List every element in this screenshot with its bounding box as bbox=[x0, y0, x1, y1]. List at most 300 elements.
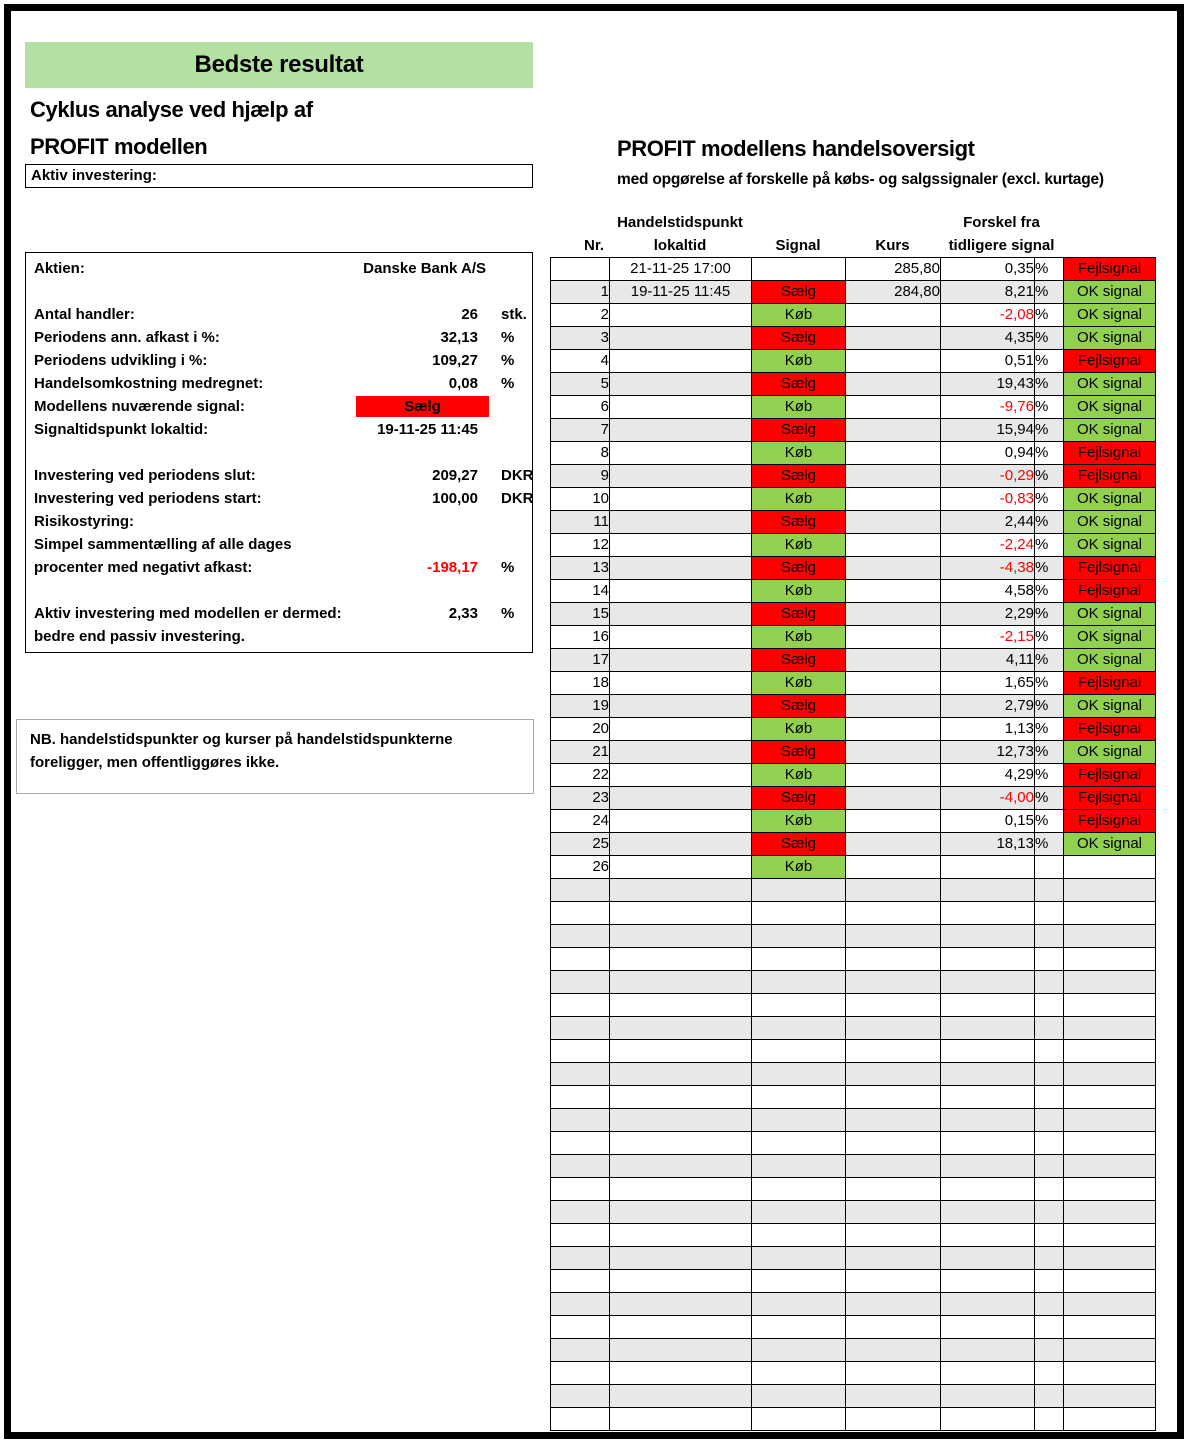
cell-percent[interactable]: % bbox=[1035, 810, 1064, 833]
cell-lokaltid[interactable] bbox=[610, 603, 752, 626]
cell-signal[interactable] bbox=[752, 1155, 846, 1178]
cell-forskel[interactable] bbox=[941, 1063, 1035, 1086]
cell-forskel[interactable] bbox=[941, 879, 1035, 902]
cell-nr[interactable]: 1 bbox=[551, 281, 610, 304]
cell-forskel[interactable]: 0,35 bbox=[941, 258, 1035, 281]
cell-status[interactable] bbox=[1064, 1155, 1156, 1178]
cell-signal[interactable] bbox=[752, 1040, 846, 1063]
cell-forskel[interactable]: 0,94 bbox=[941, 442, 1035, 465]
cell-nr[interactable]: 15 bbox=[551, 603, 610, 626]
cell-percent[interactable] bbox=[1035, 1063, 1064, 1086]
cell-signal[interactable]: Sælg bbox=[752, 649, 846, 672]
cell-forskel[interactable]: 2,29 bbox=[941, 603, 1035, 626]
cell-status[interactable]: OK signal bbox=[1064, 649, 1156, 672]
cell-kurs[interactable] bbox=[846, 856, 941, 879]
cell-status[interactable]: OK signal bbox=[1064, 488, 1156, 511]
cell-percent[interactable] bbox=[1035, 1339, 1064, 1362]
cell-percent[interactable]: % bbox=[1035, 419, 1064, 442]
cell-percent[interactable]: % bbox=[1035, 695, 1064, 718]
cell-kurs[interactable] bbox=[846, 833, 941, 856]
cell-status[interactable]: Fejlsignal bbox=[1064, 465, 1156, 488]
cell-nr[interactable] bbox=[551, 925, 610, 948]
cell-status[interactable]: OK signal bbox=[1064, 281, 1156, 304]
cell-percent[interactable] bbox=[1035, 1155, 1064, 1178]
cell-status[interactable] bbox=[1064, 1086, 1156, 1109]
cell-status[interactable] bbox=[1064, 1063, 1156, 1086]
cell-percent[interactable] bbox=[1035, 925, 1064, 948]
cell-kurs[interactable] bbox=[846, 948, 941, 971]
cell-status[interactable] bbox=[1064, 902, 1156, 925]
cell-lokaltid[interactable] bbox=[610, 649, 752, 672]
cell-nr[interactable] bbox=[551, 1109, 610, 1132]
cell-lokaltid[interactable] bbox=[610, 580, 752, 603]
cell-status[interactable]: OK signal bbox=[1064, 304, 1156, 327]
cell-signal[interactable]: Sælg bbox=[752, 557, 846, 580]
cell-nr[interactable] bbox=[551, 1086, 610, 1109]
cell-kurs[interactable] bbox=[846, 810, 941, 833]
cell-percent[interactable]: % bbox=[1035, 603, 1064, 626]
cell-forskel[interactable]: 2,44 bbox=[941, 511, 1035, 534]
cell-nr[interactable]: 9 bbox=[551, 465, 610, 488]
cell-signal[interactable]: Køb bbox=[752, 580, 846, 603]
cell-forskel[interactable] bbox=[941, 1178, 1035, 1201]
cell-kurs[interactable] bbox=[846, 373, 941, 396]
cell-forskel[interactable] bbox=[941, 1316, 1035, 1339]
cell-percent[interactable]: % bbox=[1035, 488, 1064, 511]
cell-signal[interactable]: Sælg bbox=[752, 741, 846, 764]
cell-kurs[interactable] bbox=[846, 971, 941, 994]
cell-nr[interactable] bbox=[551, 1270, 610, 1293]
cell-nr[interactable]: 4 bbox=[551, 350, 610, 373]
cell-percent[interactable]: % bbox=[1035, 649, 1064, 672]
cell-percent[interactable] bbox=[1035, 856, 1064, 879]
cell-lokaltid[interactable] bbox=[610, 465, 752, 488]
cell-signal[interactable] bbox=[752, 1063, 846, 1086]
cell-signal[interactable]: Køb bbox=[752, 626, 846, 649]
cell-lokaltid[interactable] bbox=[610, 373, 752, 396]
cell-forskel[interactable] bbox=[941, 1247, 1035, 1270]
cell-forskel[interactable]: -2,15 bbox=[941, 626, 1035, 649]
cell-signal[interactable] bbox=[752, 1408, 846, 1431]
cell-percent[interactable]: % bbox=[1035, 833, 1064, 856]
cell-percent[interactable] bbox=[1035, 971, 1064, 994]
cell-kurs[interactable] bbox=[846, 695, 941, 718]
cell-percent[interactable] bbox=[1035, 1178, 1064, 1201]
cell-lokaltid[interactable] bbox=[610, 879, 752, 902]
cell-status[interactable] bbox=[1064, 971, 1156, 994]
cell-nr[interactable]: 17 bbox=[551, 649, 610, 672]
cell-lokaltid[interactable] bbox=[610, 971, 752, 994]
cell-nr[interactable] bbox=[551, 1385, 610, 1408]
cell-forskel[interactable]: 15,94 bbox=[941, 419, 1035, 442]
cell-lokaltid[interactable] bbox=[610, 488, 752, 511]
cell-lokaltid[interactable] bbox=[610, 1086, 752, 1109]
cell-status[interactable] bbox=[1064, 994, 1156, 1017]
cell-lokaltid[interactable] bbox=[610, 994, 752, 1017]
cell-signal[interactable]: Sælg bbox=[752, 373, 846, 396]
cell-forskel[interactable] bbox=[941, 1040, 1035, 1063]
cell-lokaltid[interactable] bbox=[610, 741, 752, 764]
cell-signal[interactable] bbox=[752, 948, 846, 971]
cell-signal[interactable]: Køb bbox=[752, 442, 846, 465]
cell-nr[interactable]: 10 bbox=[551, 488, 610, 511]
cell-percent[interactable]: % bbox=[1035, 373, 1064, 396]
cell-signal[interactable] bbox=[752, 1339, 846, 1362]
cell-lokaltid[interactable] bbox=[610, 902, 752, 925]
cell-forskel[interactable] bbox=[941, 856, 1035, 879]
cell-signal[interactable]: Sælg bbox=[752, 465, 846, 488]
cell-kurs[interactable] bbox=[846, 1109, 941, 1132]
cell-lokaltid[interactable] bbox=[610, 626, 752, 649]
cell-status[interactable] bbox=[1064, 948, 1156, 971]
cell-percent[interactable] bbox=[1035, 1408, 1064, 1431]
cell-status[interactable]: Fejlsignal bbox=[1064, 764, 1156, 787]
cell-status[interactable]: OK signal bbox=[1064, 534, 1156, 557]
cell-forskel[interactable]: 4,11 bbox=[941, 649, 1035, 672]
cell-nr[interactable]: 3 bbox=[551, 327, 610, 350]
cell-status[interactable] bbox=[1064, 1385, 1156, 1408]
cell-signal[interactable]: Sælg bbox=[752, 787, 846, 810]
cell-nr[interactable]: 24 bbox=[551, 810, 610, 833]
cell-kurs[interactable] bbox=[846, 925, 941, 948]
cell-percent[interactable] bbox=[1035, 1109, 1064, 1132]
cell-signal[interactable]: Køb bbox=[752, 810, 846, 833]
cell-nr[interactable] bbox=[551, 1293, 610, 1316]
cell-kurs[interactable] bbox=[846, 603, 941, 626]
cell-kurs[interactable] bbox=[846, 787, 941, 810]
cell-signal[interactable] bbox=[752, 1132, 846, 1155]
cell-signal[interactable]: Køb bbox=[752, 488, 846, 511]
cell-status[interactable]: OK signal bbox=[1064, 419, 1156, 442]
cell-lokaltid[interactable] bbox=[610, 1339, 752, 1362]
cell-kurs[interactable] bbox=[846, 1224, 941, 1247]
cell-kurs[interactable] bbox=[846, 465, 941, 488]
cell-lokaltid[interactable] bbox=[610, 718, 752, 741]
cell-kurs[interactable] bbox=[846, 1201, 941, 1224]
cell-lokaltid[interactable] bbox=[610, 1247, 752, 1270]
cell-signal[interactable] bbox=[752, 925, 846, 948]
cell-lokaltid[interactable] bbox=[610, 442, 752, 465]
cell-kurs[interactable] bbox=[846, 511, 941, 534]
cell-forskel[interactable]: -4,38 bbox=[941, 557, 1035, 580]
cell-signal[interactable] bbox=[752, 1109, 846, 1132]
cell-percent[interactable]: % bbox=[1035, 304, 1064, 327]
cell-nr[interactable]: 12 bbox=[551, 534, 610, 557]
cell-forskel[interactable] bbox=[941, 1155, 1035, 1178]
cell-forskel[interactable]: -2,24 bbox=[941, 534, 1035, 557]
cell-lokaltid[interactable] bbox=[610, 1155, 752, 1178]
cell-nr[interactable]: 18 bbox=[551, 672, 610, 695]
cell-kurs[interactable] bbox=[846, 350, 941, 373]
cell-status[interactable] bbox=[1064, 1362, 1156, 1385]
cell-percent[interactable] bbox=[1035, 1293, 1064, 1316]
cell-forskel[interactable]: -0,29 bbox=[941, 465, 1035, 488]
cell-kurs[interactable] bbox=[846, 879, 941, 902]
cell-percent[interactable] bbox=[1035, 1270, 1064, 1293]
cell-nr[interactable] bbox=[551, 971, 610, 994]
cell-percent[interactable] bbox=[1035, 902, 1064, 925]
cell-lokaltid[interactable] bbox=[610, 695, 752, 718]
cell-nr[interactable]: 7 bbox=[551, 419, 610, 442]
cell-lokaltid[interactable] bbox=[610, 511, 752, 534]
cell-nr[interactable] bbox=[551, 258, 610, 281]
cell-status[interactable]: OK signal bbox=[1064, 511, 1156, 534]
cell-percent[interactable]: % bbox=[1035, 534, 1064, 557]
cell-kurs[interactable] bbox=[846, 396, 941, 419]
cell-kurs[interactable] bbox=[846, 1040, 941, 1063]
cell-forskel[interactable] bbox=[941, 971, 1035, 994]
cell-nr[interactable]: 19 bbox=[551, 695, 610, 718]
cell-status[interactable]: OK signal bbox=[1064, 626, 1156, 649]
cell-lokaltid[interactable] bbox=[610, 672, 752, 695]
cell-forskel[interactable] bbox=[941, 1385, 1035, 1408]
cell-kurs[interactable] bbox=[846, 1155, 941, 1178]
cell-lokaltid[interactable] bbox=[610, 1201, 752, 1224]
cell-percent[interactable] bbox=[1035, 1362, 1064, 1385]
cell-lokaltid[interactable] bbox=[610, 419, 752, 442]
cell-status[interactable]: Fejlsignal bbox=[1064, 258, 1156, 281]
cell-status[interactable]: Fejlsignal bbox=[1064, 787, 1156, 810]
cell-nr[interactable]: 25 bbox=[551, 833, 610, 856]
cell-kurs[interactable] bbox=[846, 1132, 941, 1155]
cell-nr[interactable]: 23 bbox=[551, 787, 610, 810]
cell-nr[interactable]: 6 bbox=[551, 396, 610, 419]
cell-kurs[interactable] bbox=[846, 1178, 941, 1201]
cell-signal[interactable]: Sælg bbox=[752, 833, 846, 856]
cell-status[interactable]: Fejlsignal bbox=[1064, 580, 1156, 603]
cell-forskel[interactable] bbox=[941, 1408, 1035, 1431]
cell-percent[interactable] bbox=[1035, 879, 1064, 902]
cell-forskel[interactable] bbox=[941, 1017, 1035, 1040]
cell-kurs[interactable] bbox=[846, 1293, 941, 1316]
cell-lokaltid[interactable] bbox=[610, 1385, 752, 1408]
cell-signal[interactable] bbox=[752, 1270, 846, 1293]
cell-signal[interactable] bbox=[752, 1293, 846, 1316]
cell-signal[interactable]: Køb bbox=[752, 856, 846, 879]
cell-forskel[interactable]: -9,76 bbox=[941, 396, 1035, 419]
cell-kurs[interactable] bbox=[846, 1339, 941, 1362]
cell-percent[interactable] bbox=[1035, 1017, 1064, 1040]
cell-lokaltid[interactable] bbox=[610, 534, 752, 557]
cell-signal[interactable]: Køb bbox=[752, 672, 846, 695]
cell-forskel[interactable] bbox=[941, 1201, 1035, 1224]
cell-lokaltid[interactable] bbox=[610, 1178, 752, 1201]
cell-lokaltid[interactable] bbox=[610, 1109, 752, 1132]
cell-status[interactable] bbox=[1064, 1109, 1156, 1132]
cell-nr[interactable] bbox=[551, 1362, 610, 1385]
cell-status[interactable]: OK signal bbox=[1064, 695, 1156, 718]
cell-forskel[interactable] bbox=[941, 1362, 1035, 1385]
cell-forskel[interactable] bbox=[941, 925, 1035, 948]
cell-lokaltid[interactable] bbox=[610, 1316, 752, 1339]
cell-forskel[interactable]: 4,35 bbox=[941, 327, 1035, 350]
cell-lokaltid[interactable] bbox=[610, 557, 752, 580]
cell-status[interactable] bbox=[1064, 1017, 1156, 1040]
cell-kurs[interactable] bbox=[846, 1316, 941, 1339]
cell-kurs[interactable] bbox=[846, 419, 941, 442]
cell-signal[interactable]: Køb bbox=[752, 718, 846, 741]
cell-forskel[interactable] bbox=[941, 1224, 1035, 1247]
cell-status[interactable] bbox=[1064, 1293, 1156, 1316]
cell-forskel[interactable] bbox=[941, 1132, 1035, 1155]
cell-forskel[interactable]: 4,29 bbox=[941, 764, 1035, 787]
cell-signal[interactable] bbox=[752, 1017, 846, 1040]
cell-nr[interactable] bbox=[551, 1040, 610, 1063]
cell-kurs[interactable] bbox=[846, 1247, 941, 1270]
cell-lokaltid[interactable] bbox=[610, 1132, 752, 1155]
cell-percent[interactable]: % bbox=[1035, 442, 1064, 465]
cell-lokaltid[interactable] bbox=[610, 764, 752, 787]
cell-nr[interactable] bbox=[551, 1201, 610, 1224]
cell-percent[interactable]: % bbox=[1035, 672, 1064, 695]
cell-kurs[interactable] bbox=[846, 741, 941, 764]
cell-nr[interactable] bbox=[551, 1408, 610, 1431]
cell-percent[interactable]: % bbox=[1035, 281, 1064, 304]
cell-nr[interactable] bbox=[551, 1178, 610, 1201]
cell-kurs[interactable] bbox=[846, 902, 941, 925]
cell-kurs[interactable] bbox=[846, 764, 941, 787]
cell-nr[interactable] bbox=[551, 1247, 610, 1270]
cell-kurs[interactable] bbox=[846, 1270, 941, 1293]
cell-status[interactable]: OK signal bbox=[1064, 327, 1156, 350]
cell-nr[interactable]: 21 bbox=[551, 741, 610, 764]
cell-kurs[interactable] bbox=[846, 649, 941, 672]
cell-status[interactable] bbox=[1064, 1247, 1156, 1270]
cell-status[interactable] bbox=[1064, 1201, 1156, 1224]
cell-kurs[interactable] bbox=[846, 1385, 941, 1408]
cell-forskel[interactable]: 0,15 bbox=[941, 810, 1035, 833]
cell-status[interactable]: OK signal bbox=[1064, 603, 1156, 626]
cell-forskel[interactable] bbox=[941, 948, 1035, 971]
cell-forskel[interactable]: 2,79 bbox=[941, 695, 1035, 718]
cell-nr[interactable]: 16 bbox=[551, 626, 610, 649]
cell-forskel[interactable] bbox=[941, 1339, 1035, 1362]
cell-lokaltid[interactable] bbox=[610, 948, 752, 971]
cell-lokaltid[interactable] bbox=[610, 1040, 752, 1063]
cell-signal[interactable]: Sælg bbox=[752, 327, 846, 350]
cell-forskel[interactable]: 1,13 bbox=[941, 718, 1035, 741]
cell-lokaltid[interactable] bbox=[610, 1063, 752, 1086]
cell-lokaltid[interactable] bbox=[610, 1017, 752, 1040]
cell-status[interactable] bbox=[1064, 925, 1156, 948]
cell-forskel[interactable]: -2,08 bbox=[941, 304, 1035, 327]
cell-lokaltid[interactable] bbox=[610, 856, 752, 879]
cell-nr[interactable] bbox=[551, 1316, 610, 1339]
cell-forskel[interactable]: 0,51 bbox=[941, 350, 1035, 373]
cell-percent[interactable] bbox=[1035, 994, 1064, 1017]
cell-percent[interactable] bbox=[1035, 1201, 1064, 1224]
cell-lokaltid[interactable] bbox=[610, 1362, 752, 1385]
cell-signal[interactable] bbox=[752, 1086, 846, 1109]
cell-kurs[interactable] bbox=[846, 442, 941, 465]
cell-signal[interactable] bbox=[752, 1224, 846, 1247]
cell-percent[interactable]: % bbox=[1035, 396, 1064, 419]
cell-nr[interactable]: 5 bbox=[551, 373, 610, 396]
cell-kurs[interactable] bbox=[846, 994, 941, 1017]
cell-lokaltid[interactable] bbox=[610, 396, 752, 419]
cell-kurs[interactable] bbox=[846, 327, 941, 350]
cell-kurs[interactable] bbox=[846, 580, 941, 603]
cell-percent[interactable]: % bbox=[1035, 327, 1064, 350]
cell-status[interactable]: Fejlsignal bbox=[1064, 810, 1156, 833]
cell-status[interactable]: OK signal bbox=[1064, 741, 1156, 764]
cell-kurs[interactable] bbox=[846, 488, 941, 511]
cell-kurs[interactable] bbox=[846, 718, 941, 741]
cell-status[interactable]: Fejlsignal bbox=[1064, 442, 1156, 465]
cell-status[interactable] bbox=[1064, 879, 1156, 902]
cell-signal[interactable] bbox=[752, 1316, 846, 1339]
cell-nr[interactable] bbox=[551, 1339, 610, 1362]
cell-signal[interactable] bbox=[752, 879, 846, 902]
cell-lokaltid[interactable] bbox=[610, 810, 752, 833]
cell-signal[interactable] bbox=[752, 1201, 846, 1224]
cell-forskel[interactable]: 19,43 bbox=[941, 373, 1035, 396]
cell-lokaltid[interactable]: 21-11-25 17:00 bbox=[610, 258, 752, 281]
cell-status[interactable] bbox=[1064, 1339, 1156, 1362]
cell-signal[interactable] bbox=[752, 1362, 846, 1385]
cell-signal[interactable] bbox=[752, 1385, 846, 1408]
cell-kurs[interactable] bbox=[846, 1362, 941, 1385]
cell-percent[interactable]: % bbox=[1035, 258, 1064, 281]
cell-percent[interactable]: % bbox=[1035, 580, 1064, 603]
cell-status[interactable] bbox=[1064, 1224, 1156, 1247]
cell-kurs[interactable] bbox=[846, 557, 941, 580]
cell-forskel[interactable] bbox=[941, 994, 1035, 1017]
cell-percent[interactable] bbox=[1035, 1316, 1064, 1339]
cell-forskel[interactable] bbox=[941, 1086, 1035, 1109]
cell-nr[interactable] bbox=[551, 1017, 610, 1040]
aktiv-investering-cell[interactable] bbox=[25, 164, 533, 188]
cell-signal[interactable] bbox=[752, 994, 846, 1017]
cell-lokaltid[interactable] bbox=[610, 1293, 752, 1316]
cell-status[interactable] bbox=[1064, 1316, 1156, 1339]
cell-forskel[interactable]: 12,73 bbox=[941, 741, 1035, 764]
cell-percent[interactable]: % bbox=[1035, 626, 1064, 649]
cell-percent[interactable] bbox=[1035, 1086, 1064, 1109]
cell-signal[interactable]: Køb bbox=[752, 350, 846, 373]
cell-percent[interactable]: % bbox=[1035, 557, 1064, 580]
cell-percent[interactable] bbox=[1035, 1247, 1064, 1270]
cell-signal[interactable]: Køb bbox=[752, 764, 846, 787]
cell-nr[interactable]: 22 bbox=[551, 764, 610, 787]
cell-percent[interactable]: % bbox=[1035, 718, 1064, 741]
cell-lokaltid[interactable] bbox=[610, 833, 752, 856]
cell-percent[interactable] bbox=[1035, 1385, 1064, 1408]
cell-kurs[interactable] bbox=[846, 1086, 941, 1109]
cell-nr[interactable] bbox=[551, 902, 610, 925]
cell-signal[interactable]: Sælg bbox=[752, 603, 846, 626]
cell-lokaltid[interactable] bbox=[610, 925, 752, 948]
cell-lokaltid[interactable]: 19-11-25 11:45 bbox=[610, 281, 752, 304]
cell-signal[interactable]: Køb bbox=[752, 304, 846, 327]
cell-signal[interactable]: Sælg bbox=[752, 281, 846, 304]
cell-nr[interactable] bbox=[551, 1063, 610, 1086]
cell-nr[interactable] bbox=[551, 1132, 610, 1155]
cell-kurs[interactable] bbox=[846, 672, 941, 695]
cell-forskel[interactable] bbox=[941, 902, 1035, 925]
cell-status[interactable] bbox=[1064, 1270, 1156, 1293]
cell-percent[interactable]: % bbox=[1035, 465, 1064, 488]
cell-signal[interactable] bbox=[752, 1178, 846, 1201]
cell-status[interactable] bbox=[1064, 1408, 1156, 1431]
cell-forskel[interactable]: 8,21 bbox=[941, 281, 1035, 304]
cell-status[interactable]: Fejlsignal bbox=[1064, 350, 1156, 373]
cell-nr[interactable]: 13 bbox=[551, 557, 610, 580]
cell-signal[interactable] bbox=[752, 1247, 846, 1270]
cell-lokaltid[interactable] bbox=[610, 787, 752, 810]
cell-percent[interactable]: % bbox=[1035, 741, 1064, 764]
cell-signal[interactable] bbox=[752, 971, 846, 994]
